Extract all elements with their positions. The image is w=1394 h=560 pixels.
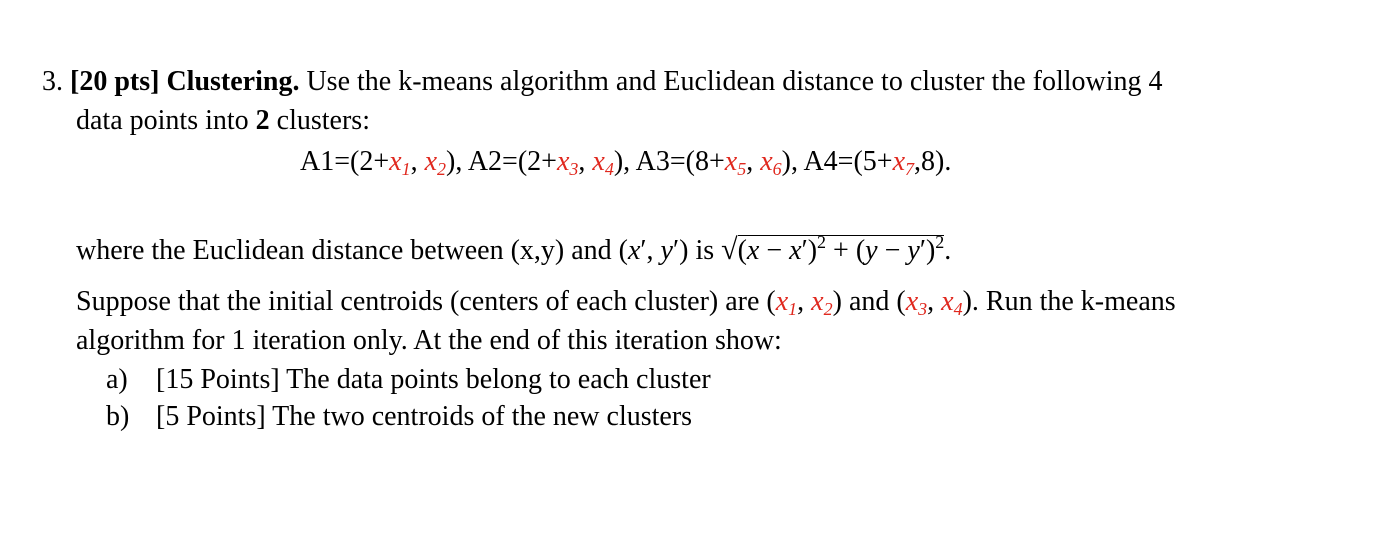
problem-number: 3. — [42, 66, 63, 97]
distance-definition-line: where the Euclidean distance between (x,y) and (x′, y′) is $√(x - x')^2 + (y - y')^2$. — [76, 232, 952, 266]
point-a2: $A2=(2+x_3$, $x_4$), — [467, 146, 631, 179]
centroids-line-1: Suppose that the initial centroids (centers of each cluster) are ($x_1$, $x_2$) and ($x_3$, $x_4$). Run the k-means — [76, 286, 1176, 319]
point-prime: (x′, y′) — [618, 235, 689, 266]
point-a1: $A1=(2+x_1$, $x_2$), — [300, 146, 463, 179]
part-b-label: b) — [106, 401, 130, 432]
point-a4: $A4=(5+x_7,8)$. — [803, 146, 952, 179]
problem-intro-line-2: data points into 2 clusters: — [76, 105, 370, 136]
problem-header-line — [42, 68, 1163, 96]
problem-intro: Use the k-means algorithm and Euclidean distance to cluster the following 4 — [306, 66, 1163, 97]
centroid-1: ($x_1$, $x_2$) — [766, 286, 842, 319]
problem-topic: Clustering. — [166, 66, 300, 97]
centroid-2: ($x_3$, $x_4$) — [896, 286, 972, 319]
centroids-line-2: algorithm for 1 iteration only. At the end of this iteration show: — [76, 325, 782, 356]
data-points-line — [300, 146, 952, 179]
point-a3: $A3=(8+x_5$, $x_6$), — [635, 146, 798, 179]
euclidean-formula: $√(x - x')^2 + (y - y')^2$ — [721, 232, 945, 266]
part-a-label: a) — [106, 364, 128, 395]
problem-points: [20 pts] — [70, 66, 160, 97]
cluster-count: 2 — [255, 105, 270, 136]
part-b-text: [5 Points] The two centroids of the new clusters — [156, 401, 693, 432]
part-a-text: [15 Points] The data points belong to each cluster — [156, 364, 711, 395]
part-b — [106, 403, 692, 431]
part-a — [106, 366, 711, 394]
